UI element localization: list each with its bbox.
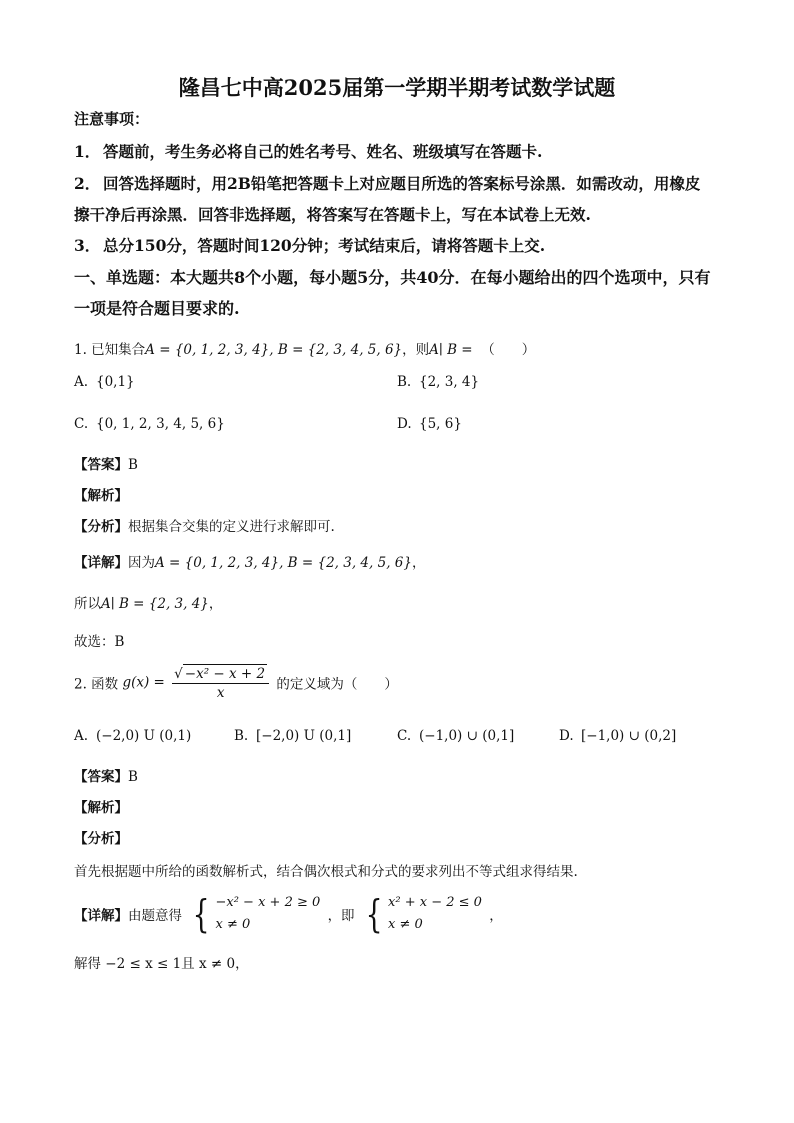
fraction-denominator: x: [216, 685, 225, 701]
answer-tag: 【答案】: [74, 769, 128, 785]
question-1-choose: 故选：B: [74, 634, 125, 650]
detail-suffix: ，: [411, 555, 426, 571]
notice-item-text: 总分150分，答题时间120分钟；考试结束后，请将答题卡上交.: [103, 236, 546, 255]
question-1-analysis-tag: [74, 484, 128, 504]
system-row: x ≠ 0: [388, 917, 423, 932]
notice-item-1: [74, 140, 542, 162]
question-1-result: [74, 592, 222, 612]
section-heading: 一、单选题：本大题共8个小题，每小题5分，共40分．在每小题给出的四个选项中，只有: [74, 268, 711, 287]
detail-sets: A = {0, 1, 2, 3, 4}, B = {2, 3, 4, 5, 6}: [155, 555, 412, 571]
question-1-stem: [74, 338, 535, 358]
notice-item-2: [74, 172, 700, 194]
question-2-option-d: [559, 728, 676, 744]
result-expression: A∣ B = {2, 3, 4}: [101, 596, 209, 612]
notice-item-number: 2．: [74, 174, 101, 193]
system-row: x ≠ 0: [215, 917, 251, 932]
detail-mid: ，即: [327, 908, 355, 924]
fenxi-tag: 【分析】: [74, 519, 128, 535]
option-value: [−2,0) U (0,1]: [256, 728, 352, 744]
question-2-solve: 解得 −2 ≤ x ≤ 1且 x ≠ 0，: [74, 956, 249, 972]
option-label: A.: [74, 728, 89, 744]
notice-item-2-continued: 擦干净后再涂黑．回答非选择题，将答案写在答题卡上，写在本试卷上无效.: [74, 205, 591, 224]
option-value: {5, 6}: [419, 416, 462, 432]
notice-item-number: 1．: [74, 142, 101, 161]
detail-tag: 【详解】: [74, 908, 128, 924]
option-value: [−1,0) ∪ (0,2]: [581, 728, 677, 744]
option-value: {0,1}: [96, 374, 135, 390]
question-2-answer: [74, 765, 138, 785]
notice-heading: 注意事项：: [74, 110, 150, 128]
question-1-option-c: [74, 416, 225, 432]
left-brace-icon: {: [365, 892, 383, 936]
question-1-sets: A = {0, 1, 2, 3, 4}, B = {2, 3, 4, 5, 6}: [145, 342, 403, 358]
fenxi-tag: 【分析】: [74, 831, 128, 847]
option-value: {2, 3, 4}: [419, 374, 480, 390]
fenxi-text: 根据集合交集的定义进行求解即可.: [128, 519, 335, 535]
option-label: B.: [234, 728, 249, 744]
notice-item-number: 3．: [74, 236, 101, 255]
question-1-detail: [74, 551, 425, 571]
question-2-function-lhs: g(x) =: [122, 674, 165, 691]
option-label: C.: [74, 416, 89, 432]
answer-tag: 【答案】: [74, 457, 128, 473]
question-1-option-b: [397, 374, 479, 390]
question-1-option-a: [74, 374, 135, 390]
sqrt: [174, 664, 267, 682]
section-heading-continued: 一项是符合题目要求的.: [74, 299, 240, 318]
detail-prefix: 由题意得: [128, 908, 182, 924]
detail-tag: 【详解】: [74, 555, 128, 571]
option-label: D.: [397, 416, 412, 432]
question-2-suffix: 的定义域为（ ）: [276, 676, 398, 693]
notice-item-text: 回答选择题时，用2B铅笔把答题卡上对应题目所选的答案标号涂黑．如需改动，用橡皮: [103, 174, 701, 193]
question-1-option-d: [397, 416, 462, 432]
fraction-numerator: [172, 664, 269, 684]
question-1-prefix: 1. 已知集合: [74, 342, 146, 358]
analysis-tag: 【解析】: [74, 488, 128, 504]
system-rows: [215, 892, 320, 936]
question-2-option-a: [74, 728, 191, 744]
question-2-prefix: 2. 函数: [74, 676, 119, 693]
option-label: D.: [559, 728, 574, 744]
detail-suffix: ，: [489, 908, 503, 924]
question-2-analysis-tag: [74, 796, 128, 816]
question-1-fenxi: [74, 515, 335, 535]
option-label: A.: [74, 374, 89, 390]
answer-value: B: [128, 769, 138, 785]
system-rows: [388, 892, 482, 936]
page-title: 隆昌七中高2025届第一学期半期考试数学试题: [178, 75, 616, 100]
system-row: x² + x − 2 ≤ 0: [388, 895, 482, 910]
question-2-option-c: [397, 728, 514, 744]
sqrt-icon: √: [174, 666, 183, 682]
question-1-answer: [74, 453, 138, 473]
question-2-fraction: [172, 664, 269, 701]
result-prefix: 所以: [74, 596, 101, 612]
option-value: (−2,0) U (0,1): [96, 728, 192, 744]
notice-item-text: 答题前，考生务必将自己的姓名考号、姓名、班级填写在答题卡.: [103, 142, 543, 161]
question-2-fenxi-tag: [74, 827, 128, 847]
inequality-system-1: [189, 892, 320, 936]
system-row: −x² − x + 2 ≥ 0: [215, 895, 321, 910]
question-2-stem: [74, 664, 398, 701]
question-2-detail: [74, 892, 503, 936]
detail-prefix: 因为: [128, 555, 155, 571]
option-value: (−1,0) ∪ (0,1]: [419, 728, 515, 744]
answer-value: B: [128, 457, 138, 473]
question-1-suffix: ，则: [402, 342, 430, 358]
question-2-fenxi-text: 首先根据题中所给的函数解析式，结合偶次根式和分式的要求列出不等式组求得结果.: [74, 864, 578, 880]
question-1-expression: A∣ B =: [429, 342, 473, 358]
inequality-system-2: [362, 892, 482, 936]
option-label: C.: [397, 728, 412, 744]
left-brace-icon: {: [192, 892, 210, 936]
analysis-tag: 【解析】: [74, 800, 128, 816]
option-label: B.: [397, 374, 412, 390]
notice-item-3: [74, 234, 545, 256]
option-value: {0, 1, 2, 3, 4, 5, 6}: [96, 416, 225, 432]
question-1-paren: （ ）: [481, 342, 536, 358]
radicand: −x² − x + 2: [184, 666, 266, 682]
question-2-option-b: [234, 728, 351, 744]
result-suffix: ，: [208, 596, 223, 612]
